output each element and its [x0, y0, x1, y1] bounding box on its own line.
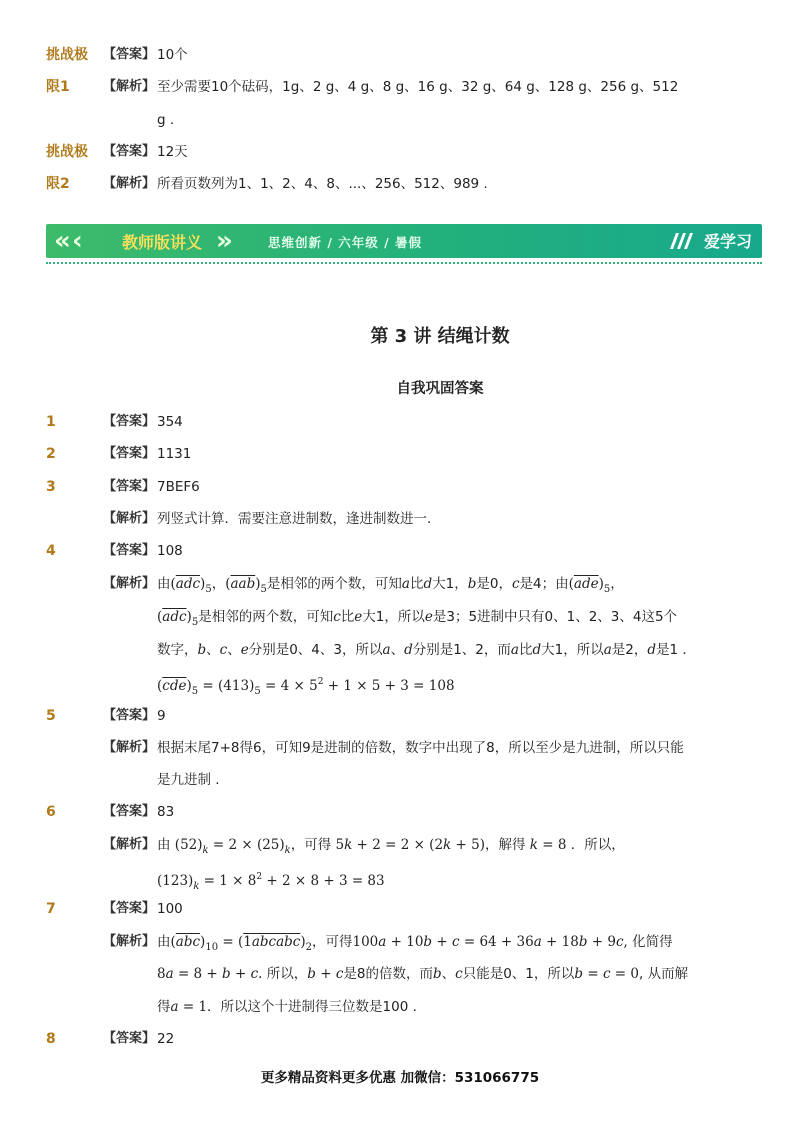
brand-logo: [668, 229, 752, 252]
analysis-text-cont: g .: [157, 112, 175, 128]
problem-number: 1: [46, 414, 56, 430]
chevron-left-icon: ‹: [72, 226, 83, 256]
answer-text: 22: [157, 1031, 175, 1047]
problem-5-answer: [0, 702, 800, 730]
brand-mark-icon: [668, 231, 698, 251]
level-label: 限1: [46, 79, 70, 95]
answer-tag: 【答案】: [103, 543, 156, 558]
problem-number: 7: [46, 901, 56, 917]
problem-number: 6: [46, 804, 56, 820]
problem-number: 8: [46, 1031, 56, 1047]
analysis-tag: 【解析】: [103, 176, 156, 191]
analysis-formula: $(123)_k = 1 \times 8^2 + 2 \times 8 + 3 = 83$: [157, 872, 385, 892]
problem-4-analysis-line-3: [0, 636, 800, 664]
analysis-text: 由$(\overline{abc})_{10}$ = $(1abcabc)_2$，可得100a + 10b + c = 64 + 36a + 18b + 9c, 化简得: [157, 934, 673, 953]
answer-text: 9: [157, 708, 166, 724]
analysis-tag: 【解析】: [103, 837, 156, 852]
problem-6-answer: [0, 798, 800, 826]
answer-text: 83: [157, 804, 175, 820]
problem-4-analysis-line-4: [0, 668, 800, 696]
analysis-text: 列竖式计算．需要注意进制数，逢进制数进一.: [157, 511, 432, 527]
top-row-1: [0, 41, 800, 69]
problem-6-analysis-cont: [0, 863, 800, 891]
analysis-text-cont: 数字，b、c、e分别是0、4、3，所以a、d分别是1、2，而a比d大1，所以a是2，d是1 .: [157, 642, 687, 658]
problem-number: 2: [46, 446, 56, 462]
answer-text: 12天: [157, 144, 188, 160]
analysis-tag: 【解析】: [103, 576, 156, 591]
problem-number: 5: [46, 708, 56, 724]
header-banner: [46, 224, 762, 258]
problem-2-answer: [0, 440, 800, 468]
problem-8-answer: [0, 1025, 800, 1053]
analysis-text-cont: 是九进制 .: [157, 772, 220, 788]
analysis-text: 由 $(52)_k = 2 \times (25)_k$，可得 5k + 2 = 2 × (2k + 5)，解得 k = 8 ．所以，: [157, 837, 625, 856]
analysis-formula: $(\overline{cde})_5 = (413)_5 = 4 \times 5^2 + 1 \times 5 + 3 = 108$: [157, 677, 455, 697]
answer-tag: 【答案】: [103, 901, 156, 916]
level-label: 挑战极: [46, 47, 88, 63]
banner-title: 教师版讲义: [122, 233, 203, 252]
answer-tag: 【答案】: [103, 479, 156, 494]
double-chevron-right-icon: »: [216, 226, 233, 256]
analysis-tag: 【解析】: [103, 934, 156, 949]
problem-5-analysis: [0, 734, 800, 762]
analysis-tag: 【解析】: [103, 79, 156, 94]
brand-name: 爱学习: [703, 232, 752, 251]
answer-tag: 【答案】: [103, 1031, 156, 1046]
problem-4-answer: [0, 537, 800, 565]
analysis-tag: 【解析】: [103, 740, 156, 755]
level-label: 挑战极: [46, 144, 88, 160]
analysis-tag: 【解析】: [103, 511, 156, 526]
problem-7-answer: [0, 895, 800, 923]
answer-tag: 【答案】: [103, 47, 156, 62]
double-chevron-left-icon: «: [54, 226, 71, 256]
analysis-text-cont: $(\overline{adc})_5$是相邻的两个数，可知c比e大1，所以e是3；5进制中只有0、1、2、3、4这5个: [157, 609, 678, 628]
chapter-title: 第 3 讲 结绳计数: [370, 326, 510, 347]
answer-text: 354: [157, 414, 183, 430]
answer-text: 7BEF6: [157, 479, 200, 495]
problem-1-answer: [0, 408, 800, 436]
answer-text: 10个: [157, 47, 188, 63]
answer-tag: 【答案】: [103, 446, 156, 461]
banner-subtitle: 思维创新 / 六年级 / 暑假: [268, 235, 423, 250]
answer-tag: 【答案】: [103, 804, 156, 819]
problem-3-analysis: [0, 505, 800, 533]
footer-promo: 更多精品资料更多优惠 加微信：531066775: [260, 1070, 540, 1086]
top-row-5: [0, 170, 800, 198]
analysis-text-cont: 得a = 1．所以这个十进制得三位数是100 .: [157, 999, 417, 1015]
level-label: 限2: [46, 176, 70, 192]
problem-4-analysis-line-1: [0, 570, 800, 598]
answer-text: 108: [157, 543, 183, 559]
dotted-divider: [46, 262, 762, 264]
top-row-3: [0, 106, 800, 134]
top-row-2: [0, 73, 800, 101]
answer-tag: 【答案】: [103, 414, 156, 429]
analysis-text: 至少需要10个砝码，1g、2 g、4 g、8 g、16 g、32 g、64 g、128 g、256 g、512: [157, 79, 679, 95]
analysis-text-cont: 8a = 8 + b + c. 所以，b + c是8的倍数，而b、c只能是0、1，所以b = c = 0, 从而解: [157, 966, 689, 982]
answer-tag: 【答案】: [103, 708, 156, 723]
analysis-text: 由$(\overline{adc})_5$，$(\overline{aab})_5$是相邻的两个数，可知a比d大1，b是0，c是4；由$(\overline{ade})_5$，: [157, 576, 624, 595]
section-title: 自我巩固答案: [396, 381, 484, 397]
analysis-text: 所看页数列为1、1、2、4、8、...、256、512、989 .: [157, 176, 488, 192]
problem-number: 4: [46, 543, 56, 559]
problem-5-analysis-cont: [0, 766, 800, 794]
problem-4-analysis-line-2: [0, 603, 800, 631]
problem-7-analysis-cont-1: [0, 960, 800, 988]
problem-6-analysis: [0, 831, 800, 859]
problem-number: 3: [46, 479, 56, 495]
answer-tag: 【答案】: [103, 144, 156, 159]
top-row-4: [0, 138, 800, 166]
problem-7-analysis-cont-2: [0, 993, 800, 1021]
analysis-text: 根据末尾7+8得6，可知9是进制的倍数，数字中出现了8，所以至少是九进制，所以只能: [157, 740, 684, 756]
problem-3-answer: [0, 473, 800, 501]
answer-text: 1131: [157, 446, 192, 462]
problem-7-analysis: [0, 928, 800, 956]
answer-text: 100: [157, 901, 183, 917]
